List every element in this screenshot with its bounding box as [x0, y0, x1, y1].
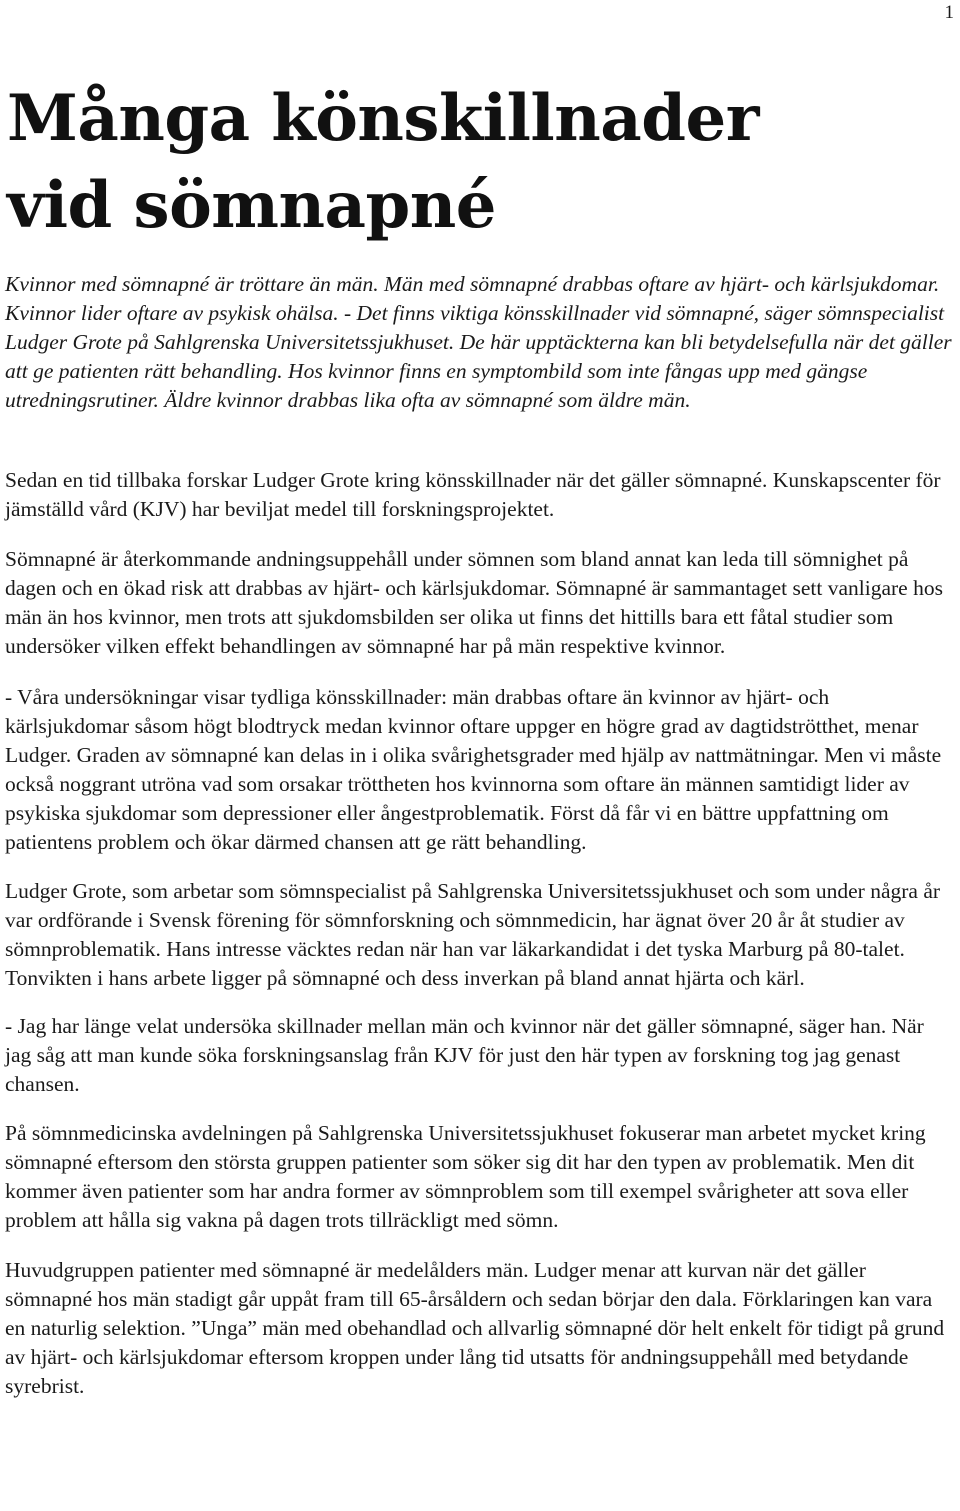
title-line-1: Många könskillnader [7, 81, 759, 156]
article-body [5, 466, 955, 1422]
paragraph: Sedan en tid tillbaka forskar Ludger Grote kring könsskillnader när det gäller sömnapné. Kunskapscenter för jämställd vård (KJV) har beviljat medel till forskningsprojektet. [5, 468, 941, 521]
title-line-2: vid sömnapné [7, 168, 496, 243]
paragraph: - Jag har länge velat undersöka skillnader mellan män och kvinnor när det gäller sömnapné, säger han. När jag såg att man kunde söka forskningsanslag från KJV för just den här typen av forskning tog jag genast chansen. [5, 1014, 924, 1096]
paragraph: Ludger Grote, som arbetar som sömnspecialist på Sahlgrenska Universitetssjukhuset och som under några år var ordförande i Svensk förening för sömnforskning och sömnmedicin, har ägnat över 20 år åt studier av sömnproblematik. Hans intresse väcktes redan när han var läkarkandidat i det tyska Marburg på 80-talet. Tonvikten i hans arbete ligger på sömnapné och dess inverkan på bland annat hjärta och kärl. [5, 879, 941, 990]
page-number: 1 [944, 2, 954, 23]
paragraph: - Våra undersökningar visar tydliga könsskillnader: män drabbas oftare än kvinnor av hjärt- och kärlsjukdomar såsom högt blodtryck medan kvinnor oftare uppger en högre grad av dagtidströtthet, menar Ludger. Graden av sömnapné kan delas in i olika svårighetsgrader med hjälp av nattmätningar. Men vi måste också noggrant utröna vad som orsakar tröttheten hos kvinnorna som oftare än männen samtidigt lider av psykiska sjukdomar som depressioner eller ångestproblematik. Först då får vi en bättre uppfattning om patientens problem och ökar därmed chansen att ge rätt behandling. [5, 685, 942, 854]
lead-paragraph: Kvinnor med sömnapné är tröttare än män. Män med sömnapné drabbas oftare av hjärt- och kärlsjukdomar. Kvinnor lider oftare av psykisk ohälsa. - Det finns viktiga könsskillnader vid sömnapné, säger sömnspecialist Ludger Grote på Sahlgrenska Universitetssjukhuset. De här upptäckterna kan bli betydelsefulla när det gäller att ge patienten rätt behandling. Hos kvinnor finns en symptombild som inte fångas upp med gängse utredningsrutiner. Äldre kvinnor drabbas lika ofta av sömnapné som äldre män. [5, 272, 952, 412]
paragraph: Huvudgruppen patienter med sömnapné är medelålders män. Ludger menar att kurvan när det gäller sömnapné hos män stadigt går uppåt fram till 65-årsåldern och sedan börjar den dala. Förklaringen kan vara en naturlig selektion. ”Unga” män med obehandlad och allvarlig sömnapné dör helt enkelt för tidigt på grund av hjärt- och kärlsjukdomar eftersom kroppen under lång tid utsatts för andningsuppehåll med betydande syrebrist. [5, 1258, 945, 1398]
page-title [7, 75, 947, 249]
paragraph: På sömnmedicinska avdelningen på Sahlgrenska Universitetssjukhuset fokuserar man arbetet mycket kring sömnapné eftersom den största gruppen patienter som söker sig dit har den typen av problematik. Men dit kommer även patienter som har andra former av sömnproblem som till exempel svårigheter att sova eller problem att hålla sig vakna på dagen trots tillräckligt med sömn. [5, 1121, 926, 1232]
paragraph: Sömnapné är återkommande andningsuppehåll under sömnen som bland annat kan leda till sömnighet på dagen och en ökad risk att drabbas av hjärt- och kärlsjukdomar. Sömnapné är sammantaget sett vanligare hos män än hos kvinnor, men trots att sjukdomsbilden ser olika ut finns det hittills bara ett fåtal studier som undersöker vilken effekt behandlingen av sömnapné har på män respektive kvinnor. [5, 547, 943, 658]
